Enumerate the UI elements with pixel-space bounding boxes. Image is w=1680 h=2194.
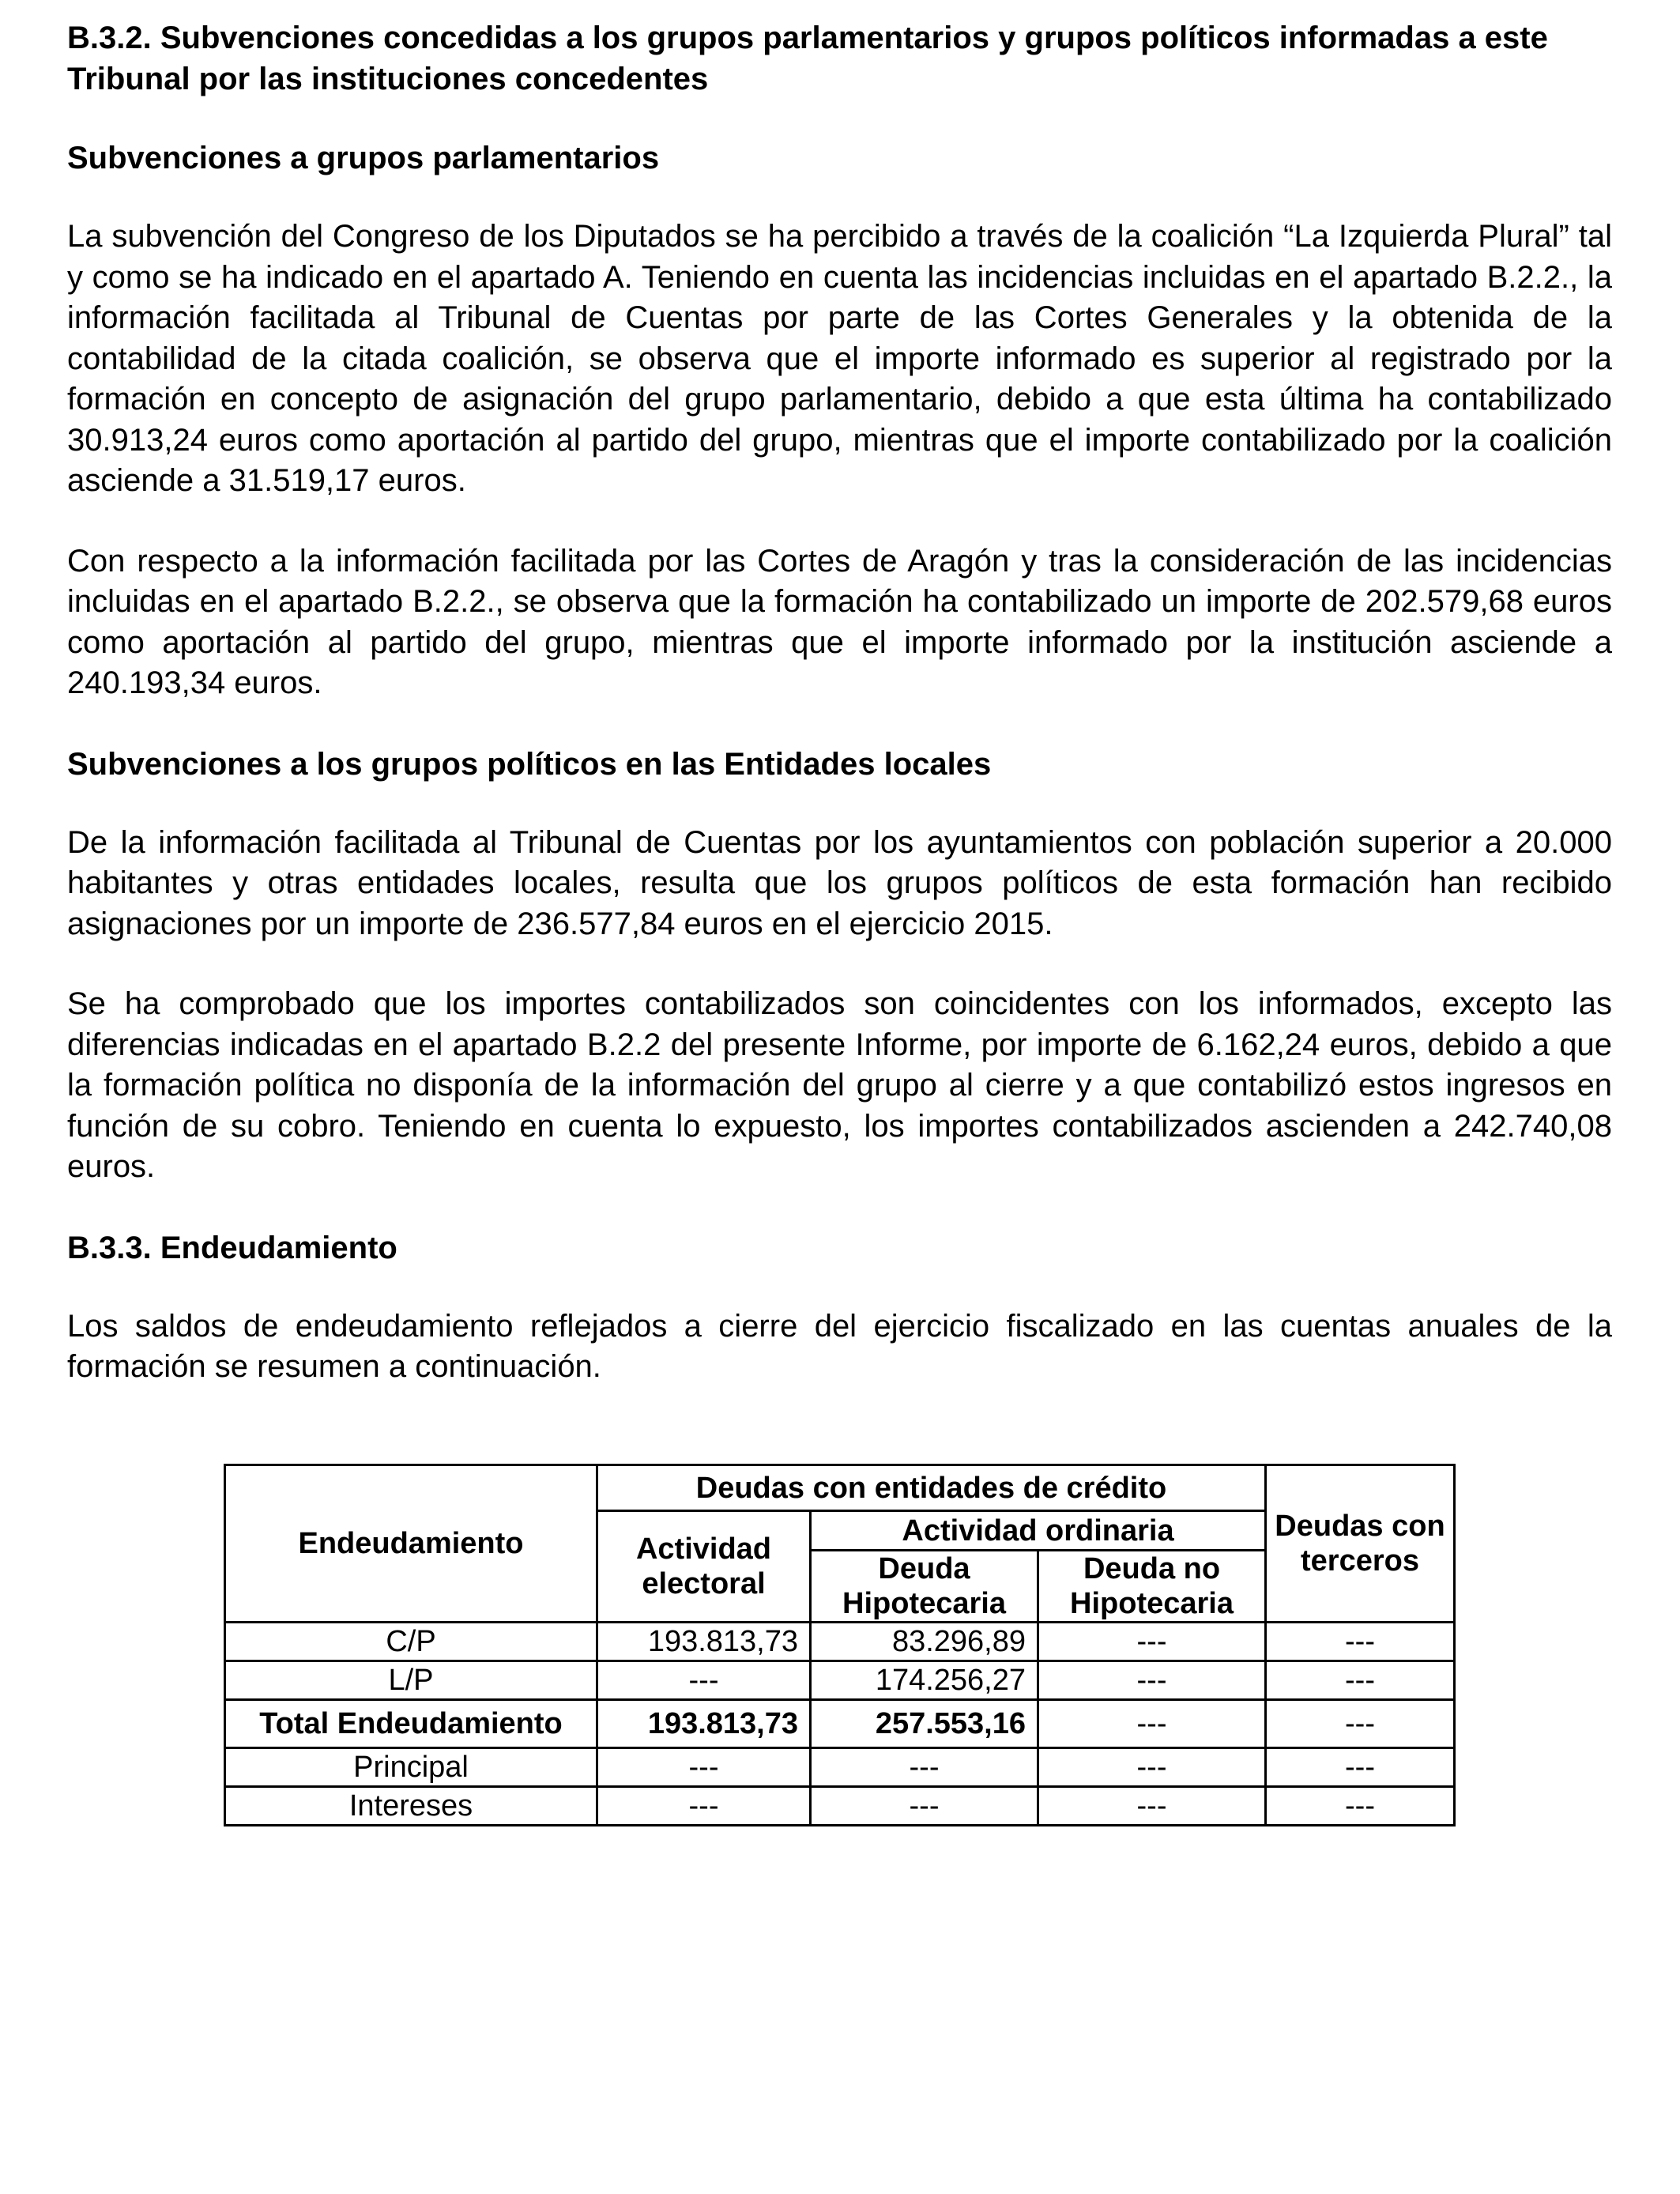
cell-deuda-no-hipotecaria: --- xyxy=(1038,1787,1266,1826)
table-row-total xyxy=(225,1700,1455,1748)
row-label: C/P xyxy=(225,1623,597,1661)
paragraph-endeudamiento: Los saldos de endeudamiento reflejados a cierre del ejercicio fiscalizado en las cuentas anuales de la formación se resumen a continuación. xyxy=(67,1308,1612,1384)
table-row-intereses xyxy=(225,1787,1455,1826)
row-label: Total Endeudamiento xyxy=(225,1700,597,1748)
cell-deuda-hipotecaria: 174.256,27 xyxy=(811,1661,1038,1700)
grupos-parlamentarios-title: Subvenciones a grupos parlamentarios xyxy=(67,141,660,175)
section-b32-title: B.3.2. Subvenciones concedidas a los grupos parlamentarios y grupos políticos informadas a este Tribunal por las instituciones concedentes xyxy=(67,21,1548,96)
entidades-locales-title: Subvenciones a los grupos políticos en las Entidades locales xyxy=(67,746,992,782)
cell-deudas-terceros: --- xyxy=(1266,1623,1455,1661)
header-deuda-hipotecaria: Deuda Hipotecaria xyxy=(811,1551,1038,1623)
table-row-cp xyxy=(225,1623,1455,1661)
row-label: Principal xyxy=(225,1748,597,1787)
cell-deuda-hipotecaria: 83.296,89 xyxy=(811,1623,1038,1661)
cell-deuda-no-hipotecaria: --- xyxy=(1038,1623,1266,1661)
cell-deuda-no-hipotecaria: --- xyxy=(1038,1700,1266,1748)
header-deuda-no-hipotecaria: Deuda no Hipotecaria xyxy=(1038,1551,1266,1623)
row-label: L/P xyxy=(225,1661,597,1700)
header-deudas-entidades-credito: Deudas con entidades de crédito xyxy=(597,1465,1266,1511)
endeudamiento-table xyxy=(224,1464,1456,1826)
cell-deudas-terceros: --- xyxy=(1266,1700,1455,1748)
header-deudas-terceros: Deudas con terceros xyxy=(1266,1465,1455,1623)
document-page xyxy=(67,17,1612,1427)
cell-deudas-terceros: --- xyxy=(1266,1748,1455,1787)
paragraph-cortes-aragon: Con respecto a la información facilitada por las Cortes de Aragón y tras la consideración de las incidencias incluidas en el apartado B.2.2., se observa que la formación ha contabilizado un importe de 202.579,68 euros como aportación al partido del grupo, mientras que el importe informado por la institución asciende a 240.193,34 euros. xyxy=(67,543,1612,700)
header-actividad-electoral: Actividad electoral xyxy=(597,1511,811,1623)
cell-actividad-electoral: --- xyxy=(597,1787,811,1826)
paragraph-congreso: La subvención del Congreso de los Diputados se ha percibido a través de la coalición “La Izquierda Plural” tal y como se ha indicado en el apartado A. Teniendo en cuenta las incidencias incluidas en el apartado B.2.2., la información facilitada al Tribunal de Cuentas por parte de las Cortes Generales y la obtenida de la contabilidad de la citada coalición, se observa que el importe informado es superior al registrado por la formación en concepto de asignación del grupo parlamentario, debido a que esta última ha contabilizado 30.913,24 euros como aportación al partido del grupo, mientras que el importe contabilizado por la coalición asciende a 31.519,17 euros. xyxy=(67,219,1612,498)
cell-deudas-terceros: --- xyxy=(1266,1661,1455,1700)
header-endeudamiento: Endeudamiento xyxy=(225,1465,597,1623)
cell-actividad-electoral: --- xyxy=(597,1661,811,1700)
paragraph-importes-contabilizados: Se ha comprobado que los importes contabilizados son coincidentes con los informados, excepto las diferencias indicadas en el apartado B.2.2 del presente Informe, por importe de 6.162,24 euros, debido a que la formación política no disponía de la información del grupo al cierre y a que contabilizó estos ingresos en función de su cobro. Teniendo en cuenta lo expuesto, los importes contabilizados ascienden a 242.740,08 euros. xyxy=(67,986,1612,1184)
cell-deuda-hipotecaria: --- xyxy=(811,1787,1038,1826)
table-row-principal xyxy=(225,1748,1455,1787)
cell-deuda-no-hipotecaria: --- xyxy=(1038,1661,1266,1700)
cell-deudas-terceros: --- xyxy=(1266,1787,1455,1826)
cell-actividad-electoral: 193.813,73 xyxy=(597,1700,811,1748)
cell-deuda-hipotecaria: 257.553,16 xyxy=(811,1700,1038,1748)
cell-actividad-electoral: 193.813,73 xyxy=(597,1623,811,1661)
header-actividad-ordinaria: Actividad ordinaria xyxy=(811,1511,1266,1551)
cell-deuda-no-hipotecaria: --- xyxy=(1038,1748,1266,1787)
endeudamiento-table-wrapper xyxy=(224,1464,1456,1826)
cell-deuda-hipotecaria: --- xyxy=(811,1748,1038,1787)
section-b33-title: B.3.3. Endeudamiento xyxy=(67,1230,397,1265)
cell-actividad-electoral: --- xyxy=(597,1748,811,1787)
table-row-lp xyxy=(225,1661,1455,1700)
paragraph-ayuntamientos: De la información facilitada al Tribunal de Cuentas por los ayuntamientos con población superior a 20.000 habitantes y otras entidades locales, resulta que los grupos políticos de esta formación han recibido asignaciones por un importe de 236.577,84 euros en el ejercicio 2015. xyxy=(67,824,1612,941)
row-label: Intereses xyxy=(225,1787,597,1826)
